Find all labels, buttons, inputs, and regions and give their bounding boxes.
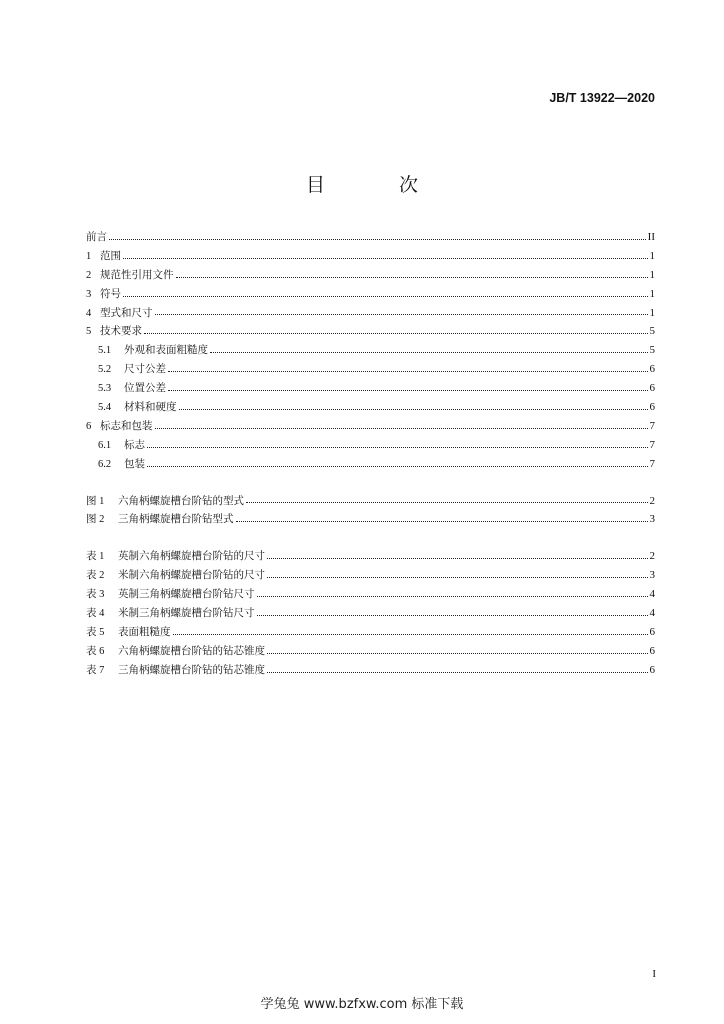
toc-entry-page: 4	[649, 588, 655, 601]
dot-leader	[210, 352, 648, 353]
toc-entry-number: 表 2	[86, 570, 105, 582]
toc-entry[interactable]	[86, 228, 655, 247]
toc-entry-number: 6	[86, 420, 92, 432]
toc-entry-number: 表 3	[86, 589, 105, 601]
toc-entry-label: 六角柄螺旋槽台阶钻的型式	[118, 494, 244, 507]
toc-entry[interactable]	[86, 266, 655, 285]
dot-leader	[176, 277, 648, 278]
toc-entry-label: 标志和包装	[100, 419, 153, 432]
toc-entry-page: 6	[649, 644, 655, 657]
dot-leader	[257, 615, 648, 616]
dot-leader	[155, 428, 648, 429]
dot-leader	[123, 258, 648, 259]
dot-leader	[257, 596, 648, 597]
toc-entry[interactable]	[86, 604, 655, 623]
toc-entry-label: 标志	[124, 438, 145, 451]
dot-leader	[267, 672, 648, 673]
dot-leader	[155, 314, 648, 315]
dot-leader	[168, 390, 648, 391]
toc-entry[interactable]	[86, 661, 655, 680]
toc-entry-number: 4	[86, 307, 92, 319]
toc-figures	[86, 492, 655, 530]
toc-entry-label: 表面粗糙度	[118, 625, 171, 638]
toc-entry-label: 前言	[86, 231, 107, 243]
toc-entry[interactable]	[86, 642, 655, 661]
toc-entry-number: 5.2	[98, 364, 112, 376]
toc-entry-page: 7	[649, 438, 655, 451]
toc-entry-page: 1	[649, 287, 655, 300]
toc-entry-number: 表 5	[86, 626, 105, 638]
toc-entry-number: 表 6	[86, 645, 105, 657]
toc-entry-label: 技术要求	[100, 325, 142, 338]
toc-entry-number: 6.1	[98, 439, 112, 451]
toc-entry-label: 范围	[100, 249, 121, 262]
toc-entry[interactable]	[86, 623, 655, 642]
dot-leader	[147, 447, 648, 448]
toc-entry[interactable]	[86, 585, 655, 604]
dot-leader	[173, 634, 648, 635]
toc-entry-label: 三角柄螺旋槽台阶钻的钻芯锥度	[118, 663, 265, 676]
toc-entry-number: 表 7	[86, 664, 105, 676]
toc-entry-label: 规范性引用文件	[100, 268, 174, 281]
toc-entry-label: 尺寸公差	[124, 363, 166, 376]
toc-entry-number: 3	[86, 288, 92, 300]
toc-entry-page: 6	[649, 663, 655, 676]
toc-entry-number: 表 1	[86, 551, 105, 563]
toc-entry[interactable]	[86, 360, 655, 379]
toc-entry[interactable]	[86, 379, 655, 398]
dot-leader	[267, 577, 648, 578]
toc-entry-number: 1	[86, 250, 92, 262]
toc-entry[interactable]	[86, 455, 655, 474]
toc-entry[interactable]	[86, 398, 655, 417]
dot-leader	[236, 521, 648, 522]
toc-entry-page: 5	[649, 325, 655, 338]
toc-entry[interactable]	[86, 492, 655, 511]
page-number: I	[652, 968, 656, 980]
toc-entry-label: 包装	[124, 457, 145, 470]
toc-entry-page: 7	[649, 457, 655, 470]
dot-leader	[267, 653, 648, 654]
toc-entry-number: 6.2	[98, 458, 112, 470]
toc-entry-number: 5.3	[98, 383, 112, 395]
toc-entry[interactable]	[86, 547, 655, 566]
toc-entry[interactable]	[86, 510, 655, 529]
toc-entry-page: 4	[649, 607, 655, 620]
toc-entry-number: 5.1	[98, 345, 112, 357]
toc-entry-number: 5.4	[98, 402, 112, 414]
dot-leader	[267, 558, 648, 559]
toc-entry-page: 1	[649, 306, 655, 319]
dot-leader	[246, 502, 648, 503]
toc-entry-label: 符号	[100, 287, 121, 300]
toc-entry-page: 1	[649, 268, 655, 281]
toc-entry[interactable]	[86, 322, 655, 341]
dot-leader	[144, 333, 648, 334]
toc-entry-page: 6	[649, 401, 655, 414]
dot-leader	[168, 371, 648, 372]
document-code: JB/T 13922—2020	[549, 91, 655, 105]
toc-entry-label: 六角柄螺旋槽台阶钻的钻芯锥度	[118, 644, 265, 657]
watermark-text: 学兔兔 www.bzfxw.com 标准下载	[260, 997, 464, 1012]
dot-leader	[179, 409, 648, 410]
toc-entry-label: 米制三角柄螺旋槽台阶钻尺寸	[118, 607, 255, 620]
toc-entry-page: 2	[649, 550, 655, 563]
toc-entry-label: 材料和硬度	[124, 401, 177, 414]
toc-entry[interactable]	[86, 341, 655, 360]
toc-entry-number: 表 4	[86, 608, 105, 620]
toc-entry-page: 5	[649, 344, 655, 357]
dot-leader	[123, 296, 648, 297]
toc-entry[interactable]	[86, 417, 655, 436]
dot-leader	[147, 466, 648, 467]
toc-entry-label: 英制六角柄螺旋槽台阶钻的尺寸	[118, 550, 265, 563]
toc-entry-label: 三角柄螺旋槽台阶钻型式	[118, 513, 234, 526]
toc-entry-page: 6	[649, 363, 655, 376]
dot-leader	[109, 239, 646, 240]
toc-entry[interactable]	[86, 285, 655, 304]
toc-entry-page: 6	[649, 625, 655, 638]
toc-entry[interactable]	[86, 436, 655, 455]
toc-entry[interactable]	[86, 247, 655, 266]
toc-entry-label: 型式和尺寸	[100, 306, 153, 319]
toc-entry-label: 英制三角柄螺旋槽台阶钻尺寸	[118, 588, 255, 601]
toc-entry-page: 1	[649, 249, 655, 262]
toc-entry-page: 2	[649, 494, 655, 507]
toc-entry[interactable]	[86, 304, 655, 323]
toc-sections	[86, 228, 655, 474]
toc-entry[interactable]	[86, 566, 655, 585]
toc-entry-number: 图 2	[86, 514, 105, 526]
toc-entry-page: II	[647, 231, 655, 243]
page-title: 目 次	[305, 174, 453, 196]
toc-entry-page: 3	[649, 513, 655, 526]
toc-entry-number: 5	[86, 326, 92, 338]
toc-entry-number: 2	[86, 269, 92, 281]
toc-entry-page: 3	[649, 569, 655, 582]
toc-entry-label: 外观和表面粗糙度	[124, 344, 208, 357]
toc-entry-label: 位置公差	[124, 382, 166, 395]
table-of-contents	[86, 228, 655, 680]
toc-entry-page: 6	[649, 382, 655, 395]
toc-tables	[86, 547, 655, 679]
toc-entry-label: 米制六角柄螺旋槽台阶钻的尺寸	[118, 569, 265, 582]
toc-entry-number: 图 1	[86, 495, 105, 507]
toc-entry-page: 7	[649, 419, 655, 432]
